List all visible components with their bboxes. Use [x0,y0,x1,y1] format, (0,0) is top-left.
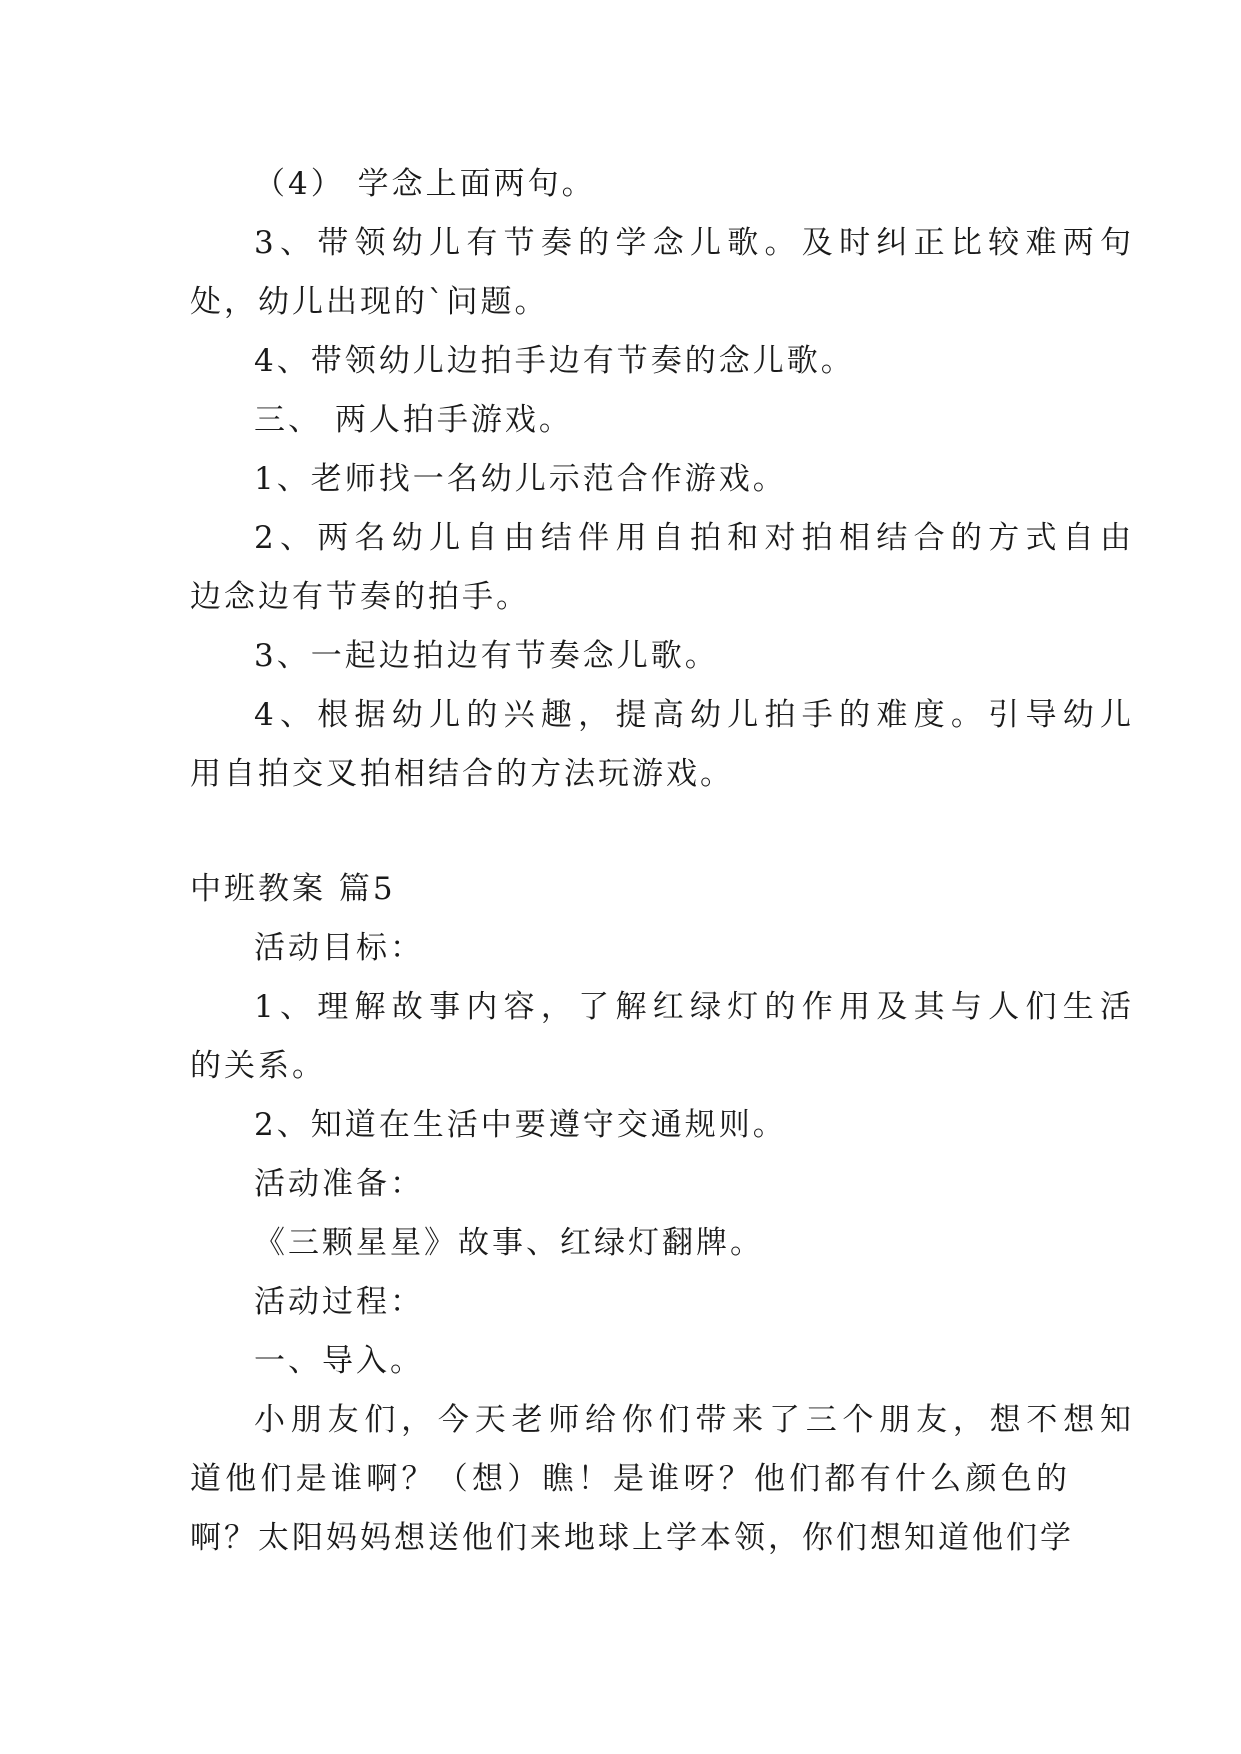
paragraph-line: 2、两名幼儿自由结伴用自拍和对拍相结合的方式自由 [254,520,1134,556]
paragraph-line: 活动准备： [254,1166,424,1202]
paragraph-line: 活动目标： [254,930,424,966]
paragraph-line: 2、知道在生活中要遵守交通规则。 [254,1107,787,1143]
paragraph-line: 小朋友们，今天老师给你们带来了三个朋友，想不想知 [254,1402,1134,1438]
paragraph-line: 处，幼儿出现的`问题。 [190,284,549,320]
paragraph-line: 用自拍交叉拍相结合的方法玩游戏。 [190,756,734,792]
paragraph-line: 一、导入。 [254,1343,424,1379]
paragraph-line: 边念边有节奏的拍手。 [190,579,530,615]
paragraph-line: 的关系。 [190,1048,326,1084]
paragraph-line: 活动过程： [254,1284,424,1320]
paragraph-line: 1、老师找一名幼儿示范合作游戏。 [254,461,787,497]
paragraph-line: 4、带领幼儿边拍手边有节奏的念儿歌。 [254,343,855,379]
paragraph-line: 1、理解故事内容，了解红绿灯的作用及其与人们生活 [254,989,1134,1025]
section-title: 中班教案 篇5 [190,871,396,907]
section-heading: 三、 两人拍手游戏。 [254,402,573,438]
paragraph-line: 道他们是谁啊？（想）瞧！是谁呀？他们都有什么颜色的 [190,1461,1070,1497]
paragraph-line: （4） 学念上面两句。 [254,166,596,202]
paragraph-line: 3、带领幼儿有节奏的学念儿歌。及时纠正比较难两句 [254,225,1134,261]
paragraph-line: 啊？太阳妈妈想送他们来地球上学本领，你们想知道他们学 [190,1520,1074,1556]
paragraph-line: 4、根据幼儿的兴趣，提高幼儿拍手的难度。引导幼儿 [254,697,1134,733]
paragraph-line: 3、一起边拍边有节奏念儿歌。 [254,638,719,674]
paragraph-line: 《三颗星星》故事、红绿灯翻牌。 [254,1225,764,1261]
